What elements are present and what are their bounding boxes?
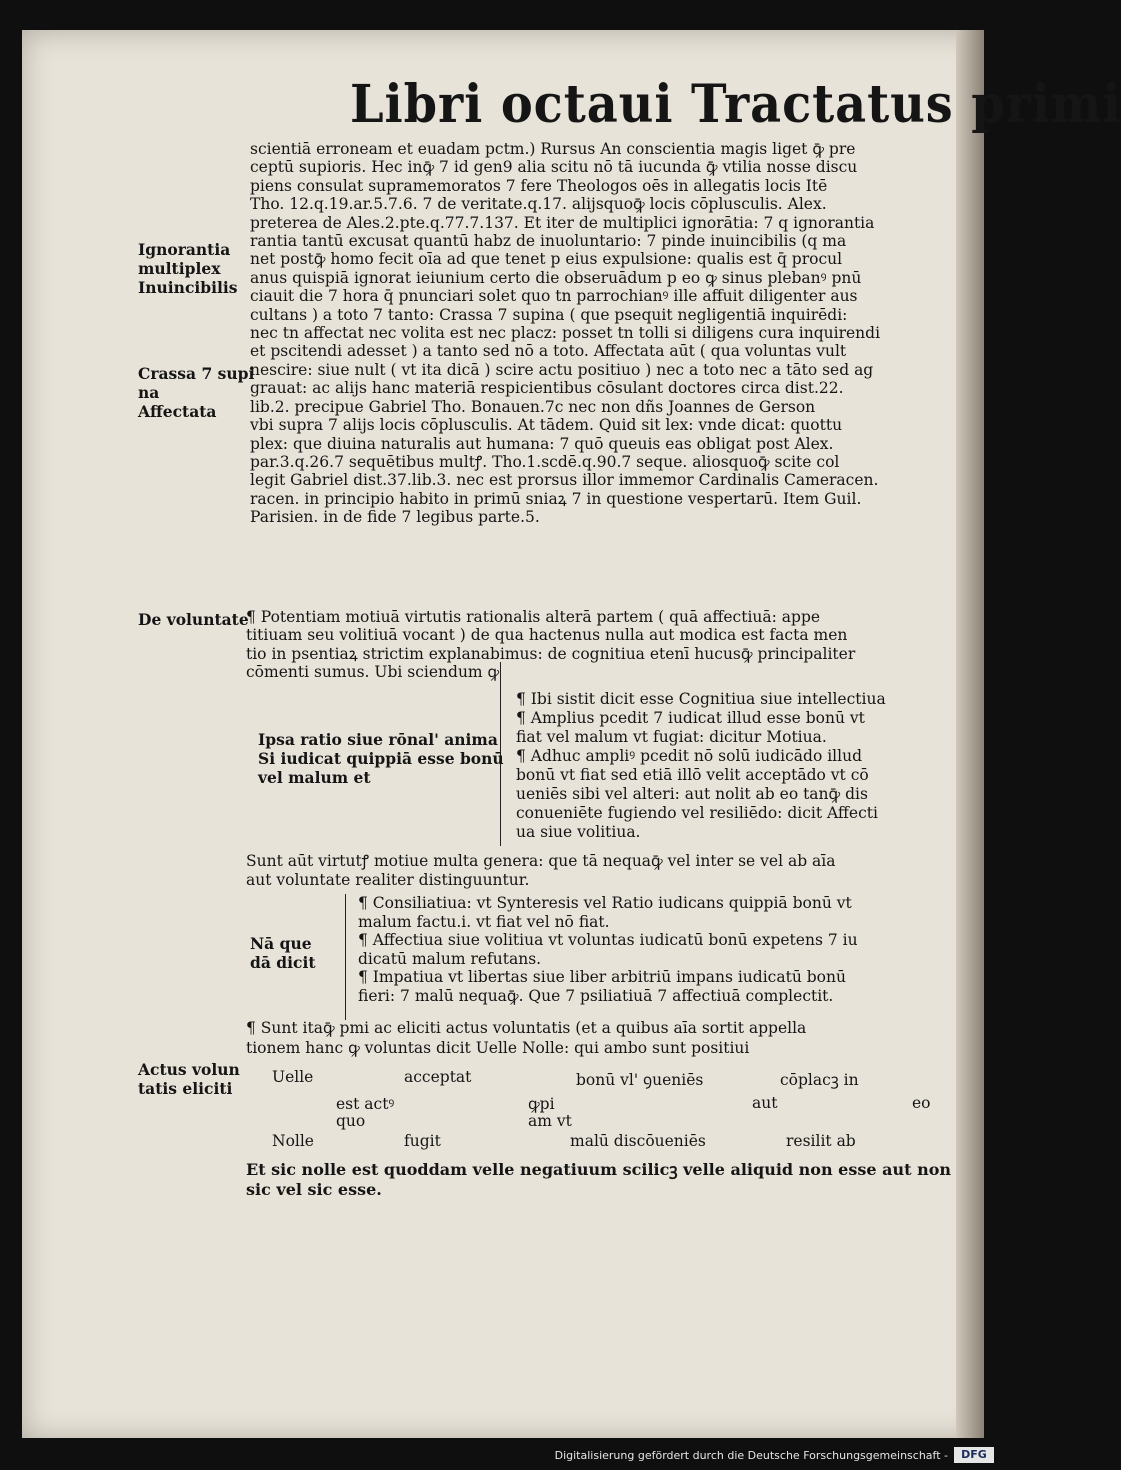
text-line: ¶ Impatiua vt libertas siue liber arbitriū impans iudicatū bonū: [358, 968, 846, 986]
acts-cell: aut: [752, 1094, 778, 1112]
acts-cell: malū discōueniēs: [570, 1132, 706, 1150]
marginal-line: Ignorantia: [138, 240, 231, 259]
marginal-line: Inuincibilis: [138, 278, 238, 297]
division-left: [258, 730, 504, 787]
body-text-middle: [246, 852, 836, 890]
text-line: et pscitendi adesset ) a tanto sed nō a toto. Affectata aūt ( qua voluntas vult: [250, 342, 847, 361]
text-line: plex: que diuina naturalis aut humana: 7 quō queuis eas obligat post Alex.: [250, 434, 834, 453]
text-line: preterea de Ales.2.pte.q.77.7.137. Et iter de multiplici ignorātia: 7 q ignorantia: [250, 213, 875, 232]
acts-cell: bonū vl' ꝯueniēs: [576, 1071, 704, 1089]
text-line: net postꝙ̄ homo fecit oīa ad que tenet p eius expulsione: qualis est q̄ procul: [250, 250, 843, 269]
footer-bar: [0, 1438, 1000, 1470]
text-line: aut voluntate realiter distinguuntur.: [246, 871, 530, 889]
running-head: Libri octaui Tractatus primi: [350, 74, 1121, 135]
text-line: scientiā erroneam et euadam pctm.) Rursus An conscientia magis liget ꝙ̄ pre: [250, 140, 856, 158]
text-line: cultans ) a toto 7 tanto: Crassa 7 supina ( que psequit negligentiā inquirēdi:: [250, 305, 848, 324]
text-line: Et sic nolle est quoddam velle negatiuum scilicꝫ velle aliquid non esse aut non: [246, 1160, 952, 1179]
acts-cell: quo: [336, 1112, 366, 1130]
text-line: Ipsa ratio siue rōnal' anima: [258, 730, 498, 749]
text-line: rantia tantū excusat quantū habz de inuoluntario: 7 pinde inuincibilis (q ma: [250, 232, 847, 251]
marginal-line: Crassa 7 supi: [138, 364, 255, 383]
acts-cell: ꝙpi: [528, 1095, 555, 1113]
text-line: ¶ Adhuc ampliꝰ pcedit nō solū iudicādo illud: [516, 747, 863, 765]
marginal-line: Actus volun: [138, 1060, 240, 1079]
text-line: vbi supra 7 alijs locis cōplusculis. At tādem. Quid sit lex: vnde dicat: quottu: [250, 416, 843, 435]
division2-right: [358, 894, 858, 1005]
marginal-note-ignorantia: [138, 240, 238, 297]
text-line: ¶ Ibi sistit dicit esse Cognitiua siue intellectiua: [516, 690, 886, 708]
text-line: tionem hanc ꝙ voluntas dicit Uelle Nolle: qui ambo sunt positiui: [246, 1039, 750, 1057]
text-line: sic vel sic esse.: [246, 1180, 382, 1199]
division2-left: [250, 934, 316, 972]
text-line: fiat vel malum vt fugiat: dicitur Motiua.: [516, 728, 827, 746]
text-line: Nā que: [250, 934, 312, 953]
body-text-acts: [246, 1018, 806, 1058]
text-line: ua siue volitiua.: [516, 823, 641, 841]
marginal-line: na: [138, 383, 160, 402]
text-line: titiuam seu volitiuā vocant ) de qua hactenus nulla aut modica est facta men: [246, 626, 848, 645]
body-text-voluntate: [246, 608, 855, 682]
acts-cell: am vt: [528, 1112, 572, 1130]
acts-cell: eo: [912, 1094, 931, 1112]
text-line: ¶ Amplius pcedit 7 iudicat illud esse bonū vt: [516, 709, 865, 727]
text-line: dā dicit: [250, 953, 316, 972]
text-line: grauat: ac alijs hanc materiā respicientibus cōsulant doctores circa dist.22.: [250, 379, 844, 398]
division-right: [516, 690, 886, 842]
acts-cell: resilit ab: [786, 1132, 856, 1150]
division-bracket-2: [345, 894, 356, 1020]
text-line: malum factu.i. vt fiat vel nō fiat.: [358, 912, 610, 931]
dfg-logo-icon: DFG: [954, 1447, 994, 1463]
text-line: Parisien. in de fide 7 legibus parte.5.: [250, 508, 540, 527]
page-gutter: [956, 30, 984, 1440]
acts-cell: Nolle: [272, 1132, 314, 1150]
marginal-note-actus: [138, 1060, 240, 1098]
marginal-line: De voluntate: [138, 610, 249, 629]
text-line: par.3.q.26.7 sequētibus multꝭ. Tho.1.scdē.q.90.7 seque. aliosquoꝙ̄ scite col: [250, 452, 840, 471]
text-line: racen. in principio habito in primū sniaꝝ 7 in questione vespertarū. Item Guil.: [250, 489, 862, 508]
text-line: bonū vt fiat sed etiā illō velit acceptādo vt cō: [516, 766, 869, 784]
marginal-line: multiplex: [138, 259, 221, 278]
text-line: Sunt aūt virtutꝭ motiue multa genera: que tā nequaꝙ̄ vel inter se vel ab aīa: [246, 852, 836, 870]
text-line: vel malum et: [258, 768, 371, 787]
text-line: cōmenti sumus. Ubi sciendum ꝙ: [246, 663, 500, 682]
marginal-note-crassa: [138, 364, 254, 421]
marginal-line: tatis eliciti: [138, 1079, 233, 1098]
marginal-note-voluntate: [138, 610, 249, 629]
text-line: ¶ Potentiam motiuā virtutis rationalis alterā partem ( quā affectiuā: appe: [246, 608, 821, 626]
text-line: fieri: 7 malū nequaꝙ̄. Que 7 psiliatiuā 7 affectiuā complectit.: [358, 986, 834, 1005]
text-line: ¶ Consiliatiua: vt Synteresis vel Ratio iudicans quippiā bonū vt: [358, 894, 852, 912]
text-line: dicatū malum refutans.: [358, 949, 542, 968]
acts-cell: cōplacꝫ in: [780, 1071, 859, 1089]
text-line: nec tn affectat nec volita est nec placz: posset tn tolli si diligens cura inquirendi: [250, 324, 881, 343]
text-line: nescire: siue nult ( vt ita dicā ) scire actu positiuo ) nec a toto nec a tāto sed ag: [250, 360, 874, 379]
text-line: anus quispiā ignorat ieiunium certo die obseruādum p eo ꝙ sinus plebanꝰ pnū: [250, 268, 862, 287]
body-text-bottom: [246, 1160, 951, 1200]
text-line: ciauit die 7 hora q̄ pnunciari solet quo tn parrochianꝰ ille affuit diligenter aus: [250, 287, 858, 306]
marginal-line: Affectata: [138, 402, 217, 421]
text-line: ceptū supioris. Hec inꝙ̄ 7 id gen9 alia scitu nō tā iucunda ꝙ̄ vtilia nosse discu: [250, 158, 858, 177]
acts-cell: fugit: [404, 1132, 441, 1150]
text-line: ¶ Sunt itaꝙ̄ pmi ac eliciti actus voluntatis (et a quibus aīa sortit appella: [246, 1019, 807, 1037]
acts-cell: Uelle: [272, 1068, 314, 1086]
text-line: lib.2. precipue Gabriel Tho. Bonauen.7c nec non dñs Joannes de Gerson: [250, 397, 816, 416]
body-text-top: [250, 140, 880, 527]
text-line: tio in psentiaꝝ strictim explanabimus: de cognitiua etenī hucusꝙ̄ principaliter: [246, 644, 856, 663]
text-line: conueniēte fugiendo vel resiliēdo: dicit Affecti: [516, 804, 878, 822]
text-line: Si iudicat quippiā esse bonū: [258, 749, 504, 768]
text-line: ¶ Affectiua siue volitiua vt voluntas iudicatū bonū expetens 7 iu: [358, 931, 858, 949]
acts-cell: est actꝰ: [336, 1095, 395, 1113]
acts-cell: acceptat: [404, 1068, 472, 1086]
text-line: Tho. 12.q.19.ar.5.7.6. 7 de veritate.q.17. alijsquoꝙ̄ locis cōplusculis. Alex.: [250, 195, 827, 214]
text-line: piens consulat supramemoratos 7 fere Theologos oēs in allegatis locis Itē: [250, 176, 828, 195]
text-line: ueniēs sibi vel alteri: aut nolit ab eo tanꝙ̄ dis: [516, 785, 868, 803]
text-line: legit Gabriel dist.37.lib.3. nec est prorsus illor immemor Cardinalis Cameracen.: [250, 471, 879, 490]
footer-credit: Digitalisierung gefördert durch die Deutsche Forschungsgemeinschaft -: [554, 1449, 948, 1462]
